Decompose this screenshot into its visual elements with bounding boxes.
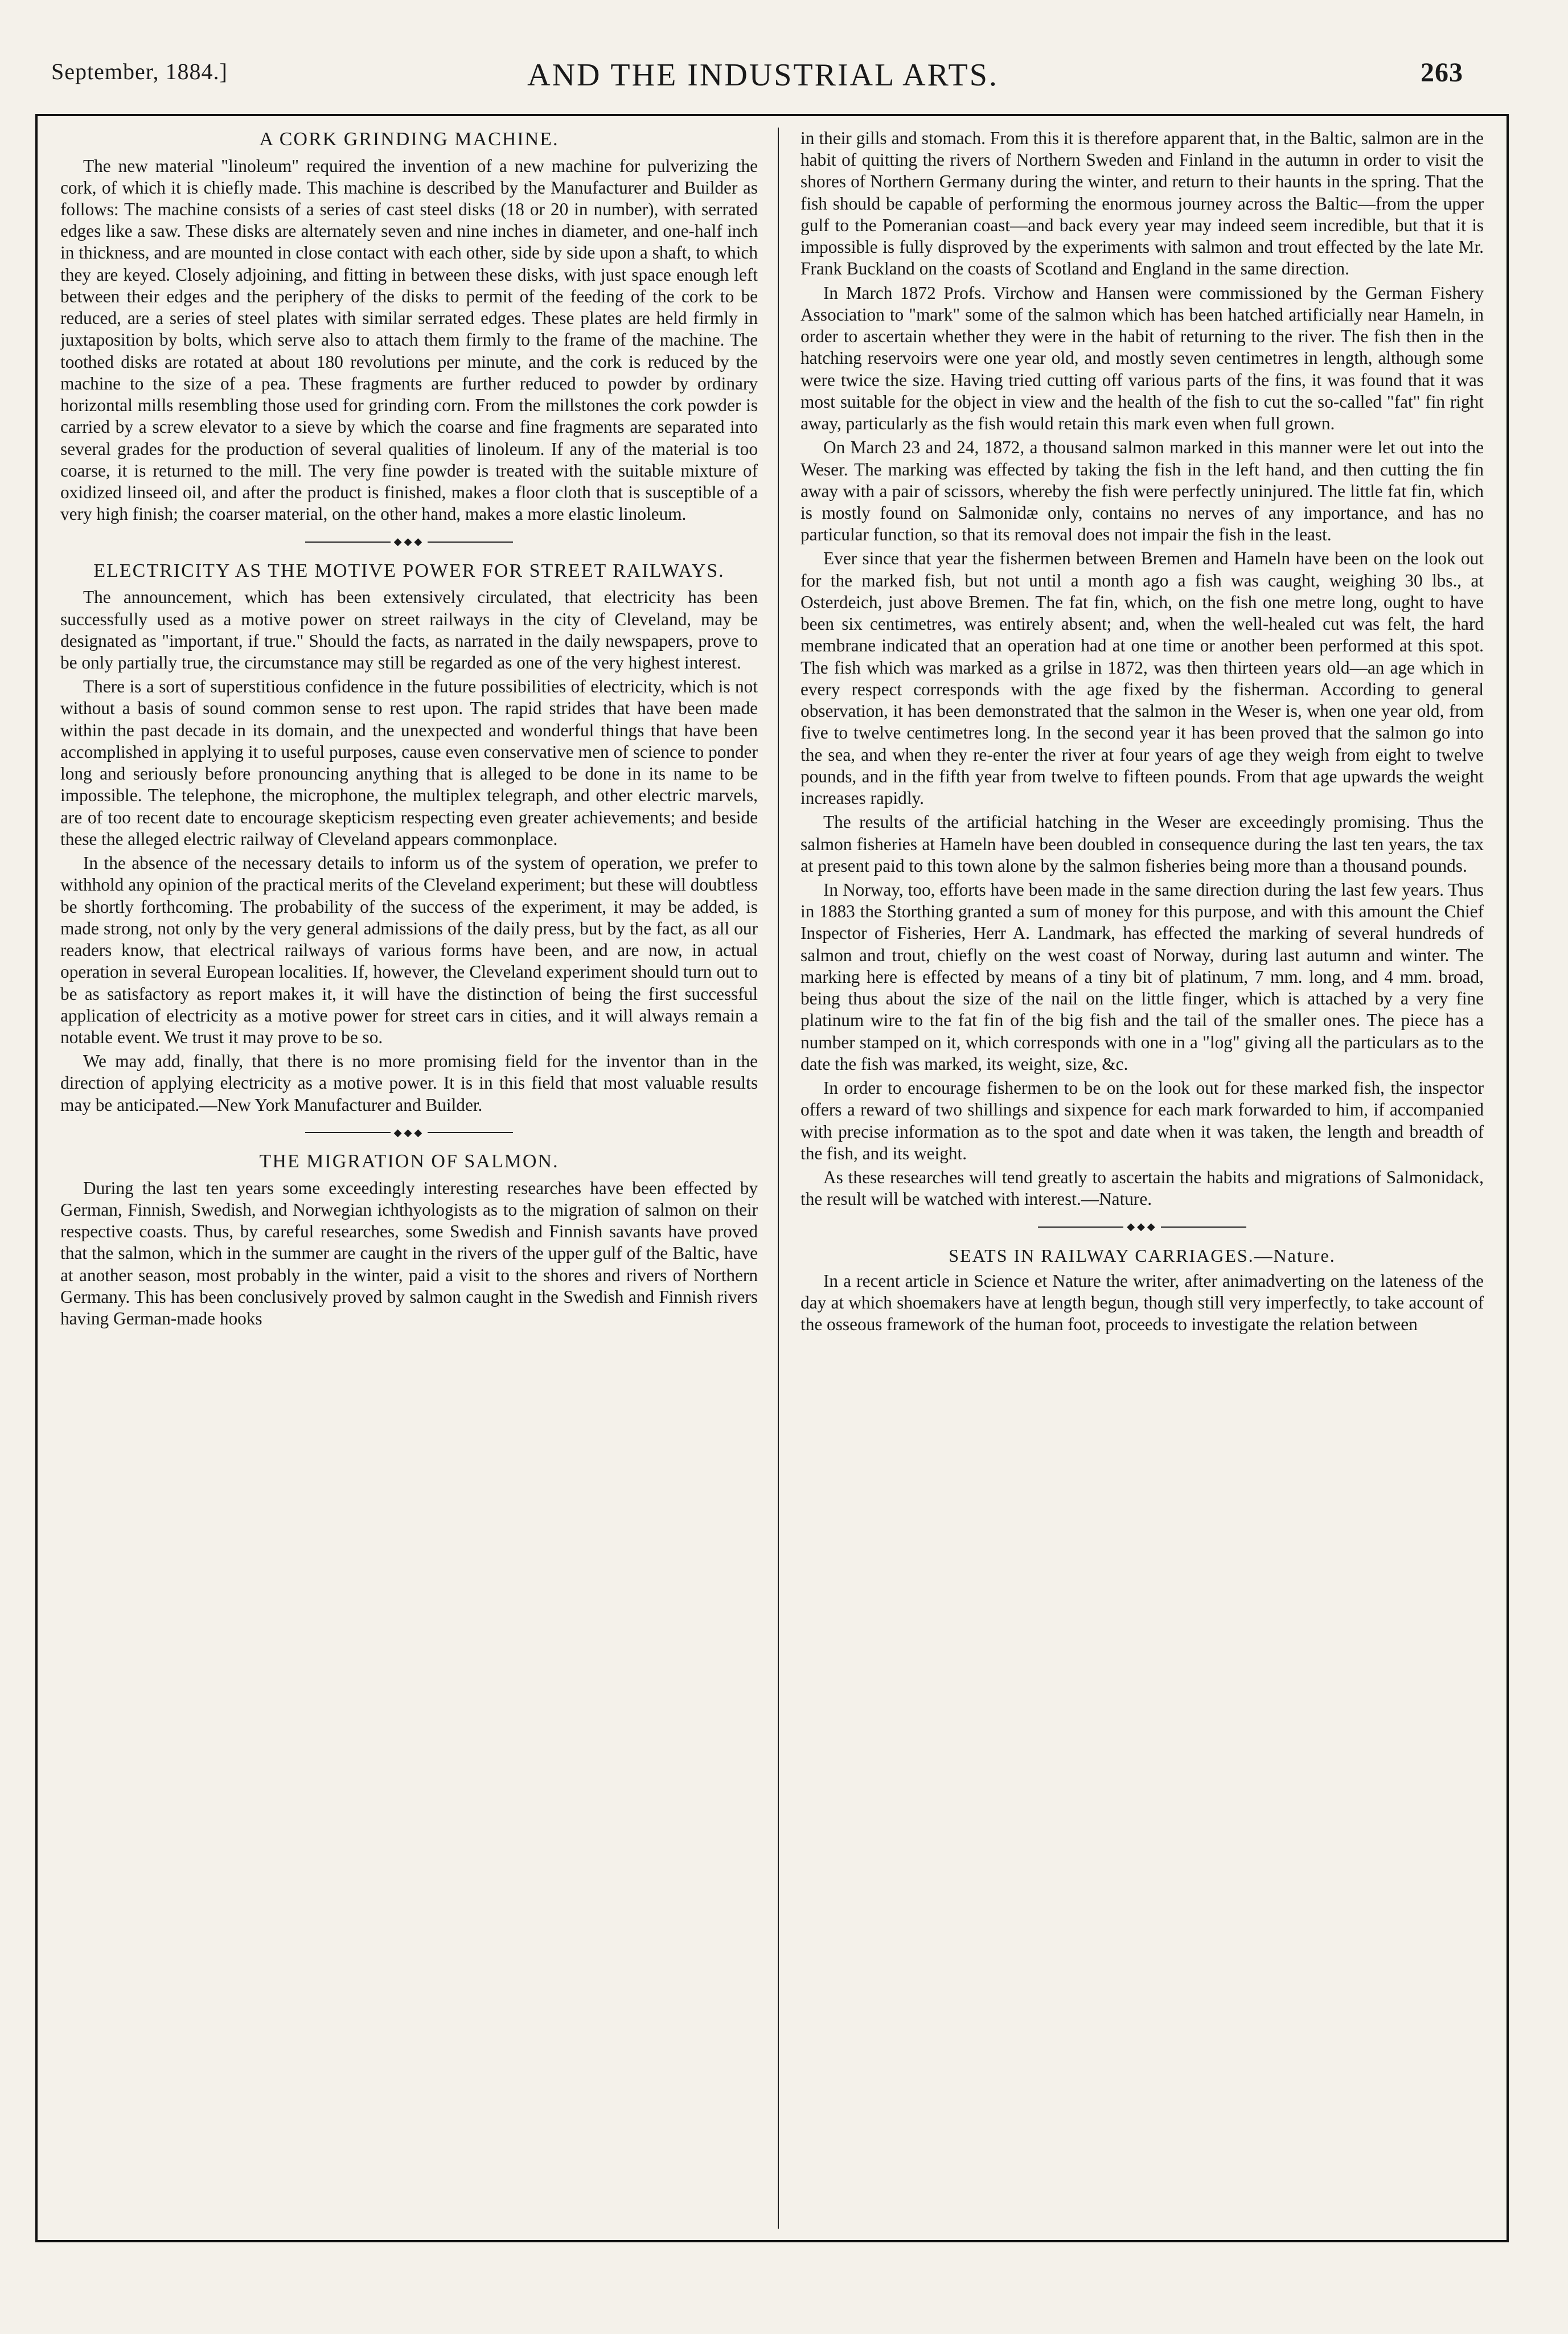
- article-paragraph: Ever since that year the fishermen between Bremen and Hameln have been on the look out for the marked fish, but not until a month ago a fish was caught, weighing 30 lbs., at Osterdeich, just above Bremen. The fat fin, which, on the fish one metre long, ought to have been six centimetres, was entirely absent; and, when the well-healed cut was felt, the hard membrane indicated that an operation had at one time or another been performed at this spot. The fish which was marked as a grilse in 1872, was then thirteen years old—an age which in every respect corresponds with the age fixed by the fisherman. According to general observation, it has been demonstrated that the salmon in the Weser is, when one year old, from five to twelve centimetres long. In the second year it has been proved that the salmon go into the sea, and when they re-enter the river at four years of age they weigh from eight to twelve pounds, and in the fifth year from twelve to fifteen pounds. From that age upwards the weight increases rapidly.: [801, 548, 1484, 809]
- article-paragraph: The new material "linoleum" required the invention of a new machine for pulverizing the cork, of which it is chiefly made. This machine is described by the Manufacturer and Builder as follows: The machine consists of a series of cast steel disks (18 or 20 in number), with serrated edges like a saw. These disks are alternately seven and nine inches in diameter, and one-half inch in thickness, and are mounted in close contact with each other, side by side upon a shaft, to which they are keyed. Closely adjoining, and fitting in between these disks, with just space enough left between their edges and the periphery of the disks to permit of the feeding of the cork to be reduced, are a series of steel plates with similar serrated edges. These plates are held firmly in juxtaposition by bolts, which serve also to attach them firmly to the frame of the machine. The toothed disks are rotated at about 180 revolutions per minute, and the cork is reduced by the machine to the size of a pea. These fragments are further reduced to powder by ordinary horizontal mills resembling those used for grinding corn. From the millstones the cork powder is carried by a screw elevator to a sieve by which the coarse and fine fragments are separated into several grades for the production of several qualities of linoleum. If any of the material is too coarse, it is returned to the mill. The very fine powder is treated with the suitable mixture of oxidized linseed oil, and after the product is finished, makes a floor cloth that is susceptible of a very high finish; the coarser material, on the other hand, makes a more elastic linoleum.: [60, 155, 758, 524]
- article-heading-seats: SEATS IN RAILWAY CARRIAGES.—Nature.: [949, 1245, 1336, 1266]
- article-heading-cork: A CORK GRINDING MACHINE.: [259, 129, 559, 150]
- article-separator: ◆◆◆: [60, 1124, 758, 1141]
- article-paragraph: We may add, finally, that there is no more promising field for the inventor than in the direction of applying electricity as a motive power. It is in this field that most valuable results may be anticipated.—New York Manufacturer and Builder.: [60, 1051, 758, 1115]
- header-title: AND THE INDUSTRIAL ARTS.: [527, 58, 999, 93]
- article-heading-salmon: THE MIGRATION OF SALMON.: [259, 1151, 559, 1172]
- article-paragraph: During the last ten years some exceedingly interesting researches have been effected by German, Finnish, Swedish, and Norwegian ichthyologists as to the migration of salmon on their respective coasts. Thus, by careful researches, some Swedish and Finnish savants have proved that the salmon, which in the summer are caught in the rivers of the upper gulf of the Baltic, have at another season, most probably in the winter, paid a visit to the shores and rivers of Northern Germany. This has been conclusively proved by salmon caught in the Swedish and Finnish rivers having German-made hooks: [60, 1178, 758, 1329]
- article-paragraph: The results of the artificial hatching in the Weser are exceedingly promising. Thus the salmon fisheries at Hameln have been doubled in consequence during the last ten years, the tax at present paid to this town alone by the salmon fisheries being more than a thousand pounds.: [801, 812, 1484, 876]
- article-separator: ◆◆◆: [60, 533, 758, 549]
- article-paragraph: On March 23 and 24, 1872, a thousand salmon marked in this manner were let out into the Weser. The marking was effected by taking the fish in the left hand, and then cutting the fin away with a pair of scissors, whereby the fish were perfectly uninjured. The little fat fin, which is mostly found on Salmonidæ only, contains no nerves of any importance, and has no particular function, so that its removal does not impair the fish in the least.: [801, 437, 1484, 545]
- article-paragraph: The announcement, which has been extensively circulated, that electricity has been successfully used as a motive power on street railways in the city of Cleveland, may be designated as "important, if true." Should the facts, as narrated in the daily newspapers, prove to be only partially true, the circumstance may still be regarded as one of the very highest interest.: [60, 587, 758, 672]
- page-header: [51, 51, 1475, 102]
- right-column: [801, 128, 1484, 2229]
- article-paragraph: In a recent article in Science et Nature the writer, after animadverting on the lateness of the day at which shoemakers have at length begun, though still very imperfectly, to take account of the osseous framework of the human foot, proceeds to investigate the relation between: [801, 1270, 1484, 1335]
- header-date: September, 1884.]: [51, 59, 228, 84]
- article-paragraph: In order to encourage fishermen to be on the look out for these marked fish, the inspector offers a reward of two shillings and sixpence for each mark forwarded to him, if accompanied with precise information as to the spot and date when it was taken, the length and breadth of the fish, and its weight.: [801, 1078, 1484, 1163]
- left-column: [60, 128, 758, 2229]
- article-separator: ◆◆◆: [801, 1218, 1484, 1234]
- content-frame: [35, 114, 1509, 2242]
- article-paragraph: In Norway, too, efforts have been made in the same direction during the last few years. Thus in 1883 the Storthing granted a sum of money for this purpose, and with this amount the Chief Inspector of Fisheries, Herr A. Landmark, has effected the marking of several hundreds of salmon and trout, chiefly on the west coast of Norway, during last autumn and winter. The marking here is effected by means of a tiny bit of platinum, 7 mm. long, and 4 mm. broad, being thus about the size of the nail on the little finger, which is attached by a very fine platinum wire to the fat fin of the big fish and the tail of the smaller ones. The piece has a number stamped on it, which corresponds with one in a "log" giving all the particulars as to the date the fish was marked, its weight, size, &c.: [801, 879, 1484, 1074]
- article-paragraph: In the absence of the necessary details to inform us of the system of operation, we prefer to withhold any opinion of the practical merits of the Cleveland experiment; but these will doubtless be shortly forthcoming. The probability of the success of the experiment, it may be added, is made strong, not only by the very general admissions of the daily press, but by the fact, as all our readers know, that electrical railways of various forms have been, and are now, in actual operation in several European localities. If, however, the Cleveland experiment should turn out to be as satisfactory as report makes it, it will have the distinction of being the first successful application of electricity as a motive power for street cars in cities, and it will always remain a notable event. We trust it may prove to be so.: [60, 853, 758, 1047]
- article-heading-electricity: ELECTRICITY AS THE MOTIVE POWER FOR STREET RAILWAYS.: [93, 560, 725, 581]
- article-paragraph: in their gills and stomach. From this it is therefore apparent that, in the Baltic, salmon are in the habit of quitting the rivers of Northern Sweden and Finland in the autumn in order to visit the shores of Northern Germany during the winter, and return to their haunts in the spring. That the fish should be capable of performing the enormous journey across the Baltic—from the upper gulf to the Pomeranian coast—and back every year may indeed seem incredible, but that it is impossible is fully disproved by the experiments with salmon and trout effected by the late Mr. Frank Buckland on the coasts of Scotland and England in the same direction.: [801, 128, 1484, 279]
- page-number: 263: [1421, 58, 1463, 88]
- article-paragraph: In March 1872 Profs. Virchow and Hansen were commissioned by the German Fishery Association to "mark" some of the salmon which has been hatched artificially near Hameln, in order to ascertain whether they were in the habit of returning to the river. The fish then in the hatching reservoirs were one year old, and mostly seven centimetres in length, although some were twice the size. Having tried cutting off various parts of the fins, it was found that it was most suitable for the object in view and the health of the fish to cut the so-called "fat" fin right away, particularly as the fish would retain this mark even when full grown.: [801, 282, 1484, 434]
- column-divider: [778, 128, 779, 2229]
- article-paragraph: There is a sort of superstitious confidence in the future possibilities of electricity, which is not without a basis of sound common sense to rest upon. The rapid strides that have been made within the past decade in its domain, and the unexpected and wonderful things that have been accomplished in applying it to useful purposes, cause even conservative men of science to ponder long and seriously before pronouncing anything that is alleged to be done in its name to be impossible. The telephone, the microphone, the multiplex telegraph, and other electric marvels, are of too recent date to encourage skepticism respecting even greater achievements; and beside these the alleged electric railway of Cleveland appears commonplace.: [60, 676, 758, 849]
- article-paragraph: As these researches will tend greatly to ascertain the habits and migrations of Salmonidack, the result will be watched with interest.—Nature.: [801, 1167, 1484, 1209]
